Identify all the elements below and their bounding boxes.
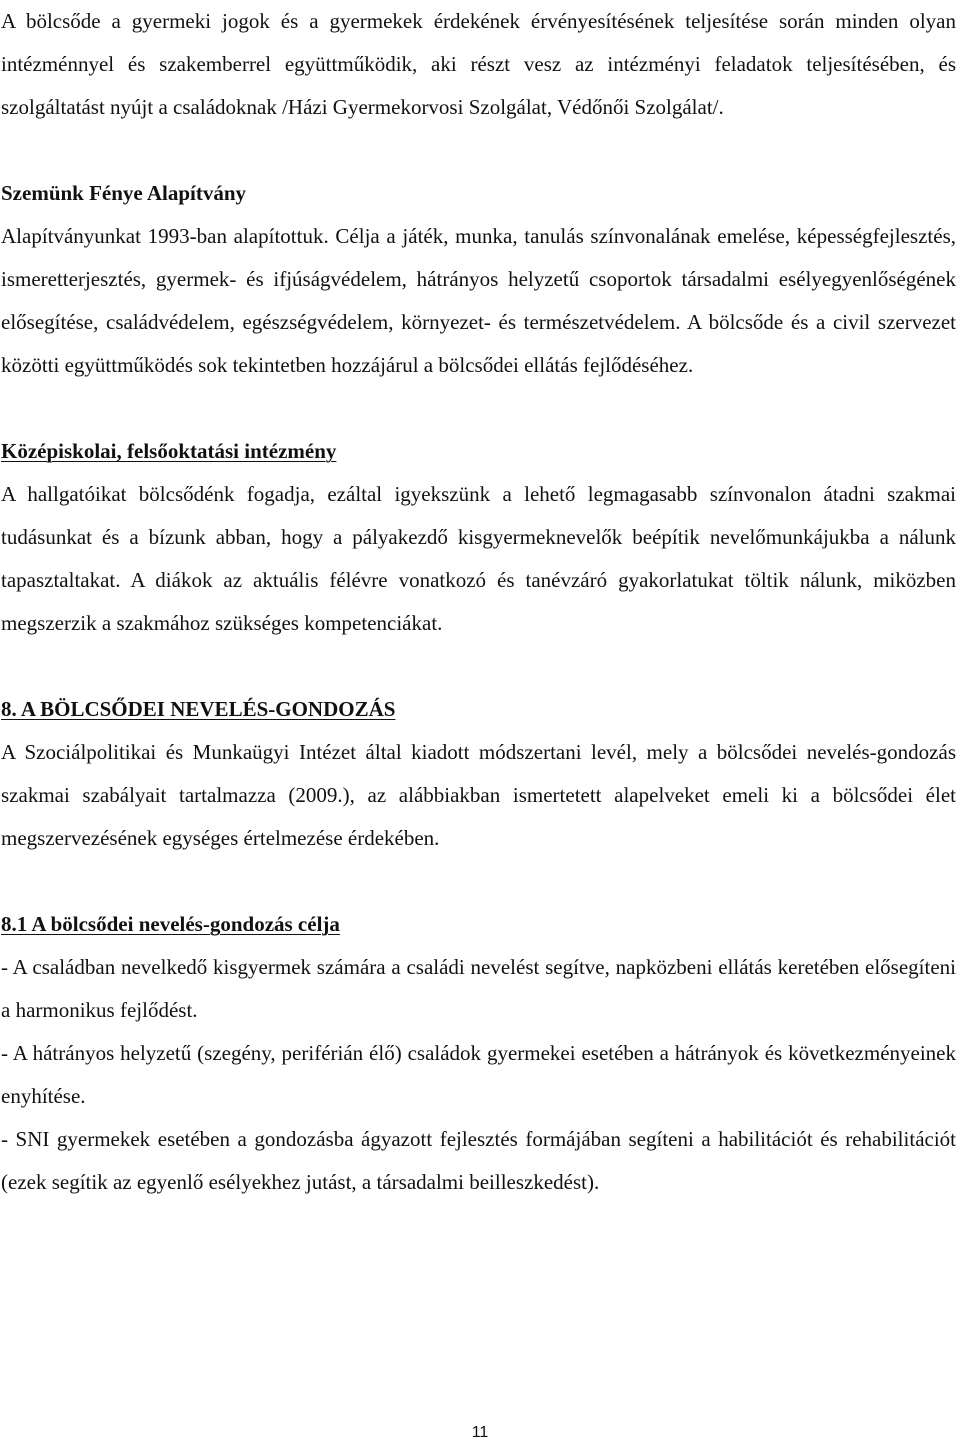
goal-list-item: - A hátrányos helyzetű (szegény, periférián élő) családok gyermekei esetében a hátrányok és következményeinek enyhítése. [1,1041,956,1108]
section-8-heading: 8. A BÖLCSŐDEI NEVELÉS-GONDOZÁS [1,697,396,721]
foundation-paragraph: Alapítványunkat 1993-ban alapítottuk. Célja a játék, munka, tanulás színvonalának emelése, képességfejlesztés, ismeretterjesztés, gyermek- és ifjúságvédelem, hátrányos helyzetű csoportok társadalmi esélyegyenlőségének elősegítése, családvédelem, egészségvédelem, környezet- és természetvédelem. A bölcsőde és a civil szervezet közötti együttműködés sok tekintetben hozzájárul a bölcsődei ellátás fejlődéséhez. [1,224,956,377]
goal-list-item: - A családban nevelkedő kisgyermek számára a családi nevelést segítve, napközbeni ellátás keretében elősegíteni a harmonikus fejlődést. [1,955,956,1022]
section-8-1-heading: 8.1 A bölcsődei nevelés-gondozás célja [1,912,340,936]
page-content [1,0,956,1204]
school-heading: Középiskolai, felsőoktatási intézmény [1,439,337,463]
school-paragraph: A hallgatóikat bölcsődénk fogadja, ezáltal igyekszünk a lehető legmagasabb színvonalon átadni szakmai tudásunkat és a bízunk abban, hogy a pályakezdő kisgyermeknevelők beépítik nevelőmunkájukba a nálunk tapasztaltakat. A diákok az aktuális félévre vonatkozó és tanévzáró gyakorlatukat töltik nálunk, miközben megszerzik a szakmához szükséges kompetenciákat. [1,482,956,635]
section-8-paragraph: A Szociálpolitikai és Munkaügyi Intézet által kiadott módszertani levél, mely a bölcsődei nevelés-gondozás szakmai szabályait tartalmazza (2009.), az alábbiakban ismertetett alapelveket emeli ki a bölcsődei élet megszervezésének egységes értelmezése érdekében. [1,740,956,850]
foundation-heading: Szemünk Fénye Alapítvány [1,181,247,205]
intro-paragraph: A bölcsőde a gyermeki jogok és a gyermekek érdekének érvényesítésének teljesítése során minden olyan intézménnyel és szakemberrel együttműködik, aki részt vesz az intézményi feladatok teljesítésében, és szolgáltatást nyújt a családoknak /Házi Gyermekorvosi Szolgálat, Védőnői Szolgálat/. [1,9,956,119]
page-number: 11 [471,1424,489,1441]
spacer [1,387,956,430]
spacer [1,645,956,688]
spacer [1,860,956,903]
spacer [1,129,956,172]
goal-list-item: - SNI gyermekek esetében a gondozásba ágyazott fejlesztés formájában segíteni a habilitációt és rehabilitációt (ezek segítik az egyenlő esélyekhez jutást, a társadalmi beilleszkedést). [1,1127,956,1194]
